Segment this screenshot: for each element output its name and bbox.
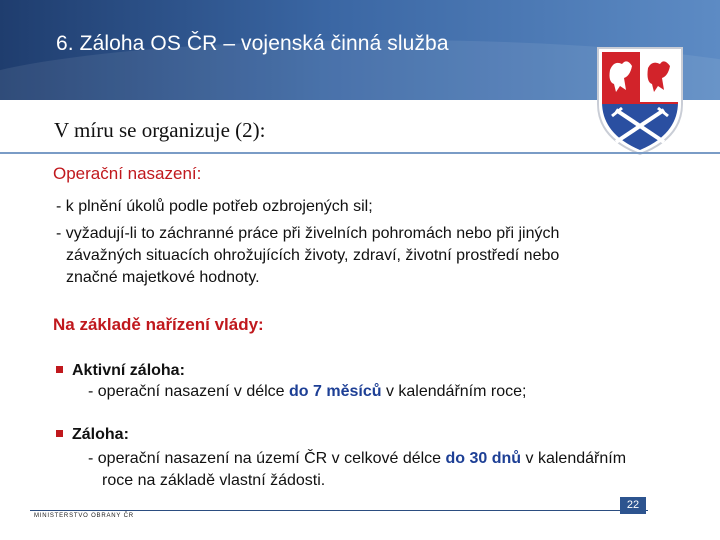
footer-divider (30, 510, 648, 511)
bullet-title: Záloha: (72, 426, 129, 443)
page-number: 22 (620, 497, 646, 514)
army-crest-icon (594, 46, 686, 156)
bullet-reserve (56, 426, 129, 444)
operational-line-2-first: - vyžadují-li to záchranné práce při živelních pohromách nebo při jiných (56, 225, 560, 242)
subtitle-divider (0, 152, 720, 154)
operational-line-1: - k plnění úkolů podle potřeb ozbrojených sil; (56, 198, 373, 215)
bullet-square-icon (56, 366, 63, 373)
bullet-active-reserve-detail (88, 381, 526, 403)
bullet-title: Aktivní záloha: (72, 362, 185, 379)
bullet-reserve-detail (88, 448, 708, 492)
bullet-square-icon (56, 430, 63, 437)
detail-text-cont: roce na základě vlastní žádosti. (102, 472, 326, 489)
detail-highlight: do 7 měsíců (289, 383, 382, 400)
ministry-label: MINISTERSTVO OBRANY ČR (34, 513, 134, 519)
detail-text-after: v kalendářním (521, 450, 627, 467)
detail-text-after: v kalendářním roce; (381, 383, 527, 400)
operational-line-2-cont1: závažných situacích ohrožujících životy, zdraví, životní prostředí nebo (66, 247, 560, 264)
slide-title: 6. Záloha OS ČR – vojenská činná služba (56, 32, 449, 55)
bullet-active-reserve (56, 362, 185, 380)
detail-highlight: do 30 dnů (445, 450, 522, 467)
slide-subtitle: V míru se organizuje (2): (54, 118, 266, 142)
government-heading: Na základě nařízení vlády: (53, 315, 264, 334)
operational-line-2-cont2: značné majetkové hodnoty. (66, 269, 260, 286)
detail-text-before: - operační nasazení v délce (88, 383, 290, 400)
operational-heading: Operační nasazení: (53, 164, 202, 183)
operational-line-2 (56, 223, 656, 289)
detail-text-before: - operační nasazení na území ČR v celkové délce (88, 450, 446, 467)
